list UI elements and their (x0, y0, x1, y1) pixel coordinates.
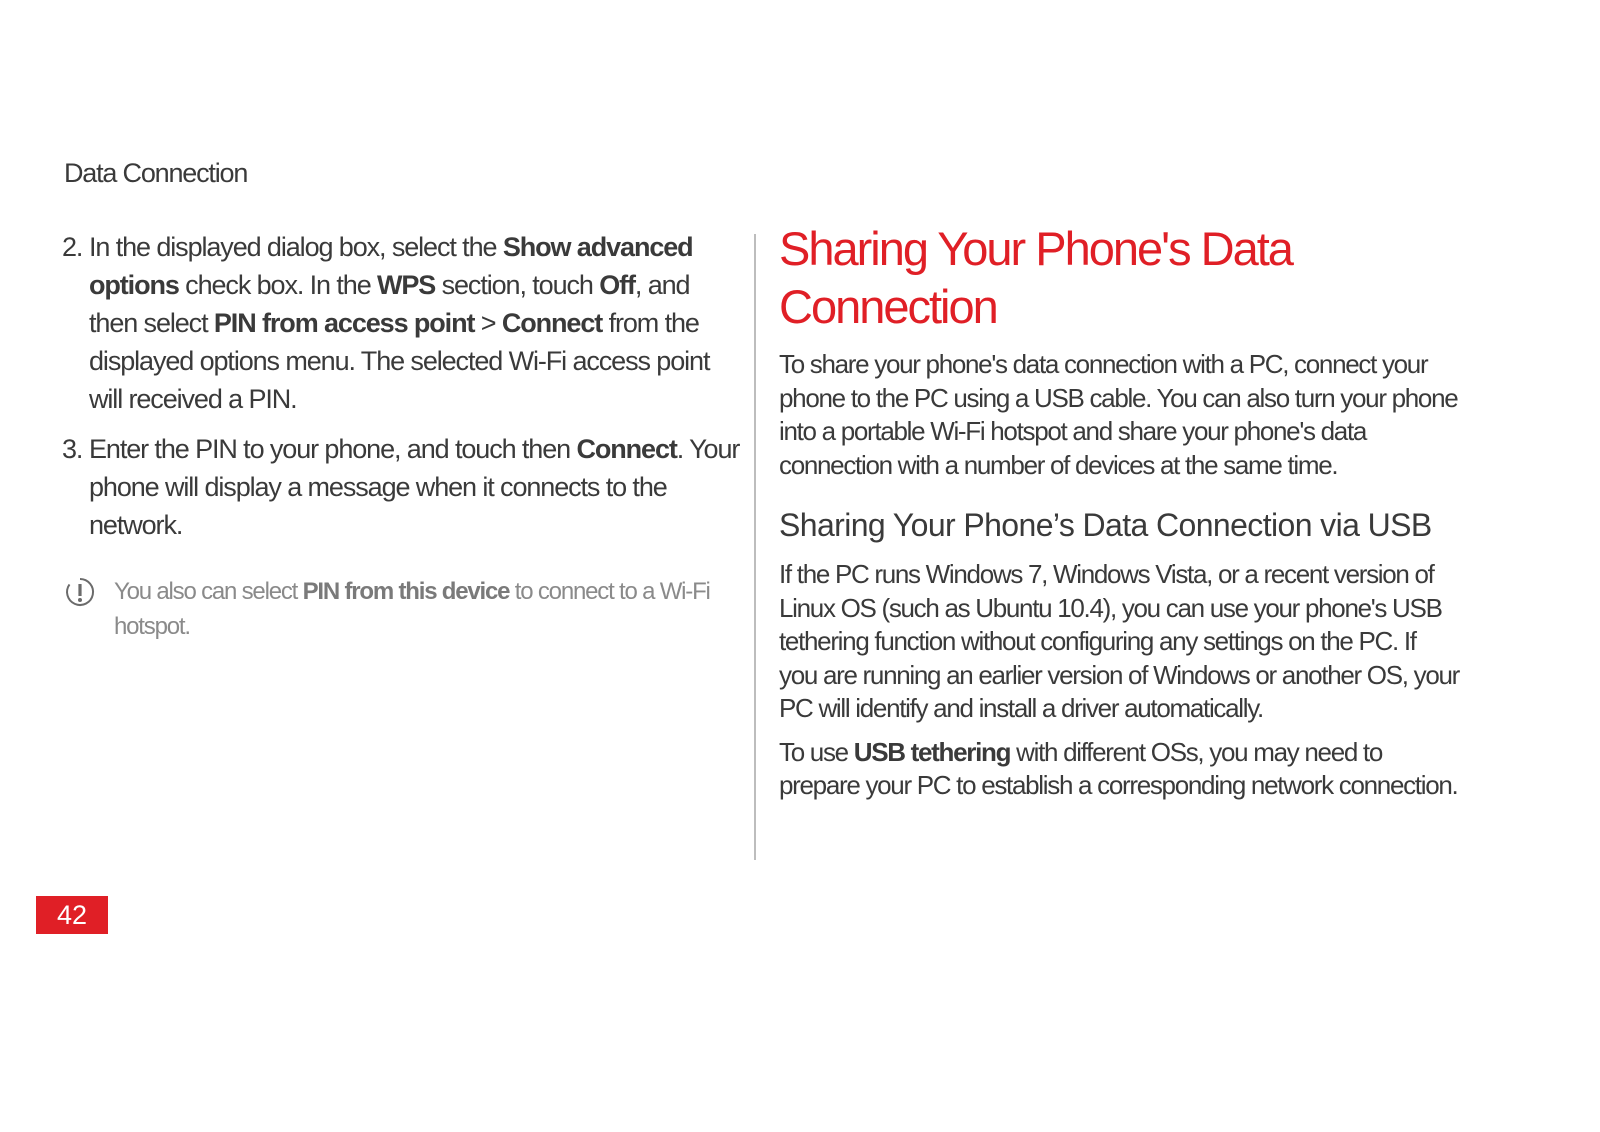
usb-paragraph: If the PC runs Windows 7, Windows Vista, or a recent version of Linux OS (such as Ubuntu 10.4), you can use your phone's USB tethering function without configuring any settings on the PC. If you are running an earlier version of Windows or another OS, your PC will identify and install a driver automatically. (779, 559, 1459, 723)
page-number: 42 (36, 896, 108, 934)
para-text: with different OSs, you may need to prepare your PC to establish a corresponding network connection. (779, 736, 1458, 800)
step-text: In the displayed dialog box, select the (89, 232, 503, 262)
step-text: , and then select (89, 270, 690, 338)
step-text: from the displayed options menu. The selected Wi-Fi access point will received a PIN. (89, 308, 710, 414)
step-text: Enter the PIN to your phone, and touch then (89, 434, 577, 464)
usb-tethering-paragraph (779, 736, 1459, 803)
note-text: to connect to a Wi-Fi hotspot. (114, 578, 710, 640)
left-column (62, 228, 742, 644)
subsection-title: Sharing Your Phone’s Data Connection via USB (779, 507, 1432, 543)
ui-term: Connect (576, 434, 677, 464)
step-number: 3. (62, 434, 83, 464)
running-header: Data Connection (64, 158, 248, 188)
ui-term: PIN from this device (302, 578, 510, 605)
column-divider (754, 234, 756, 860)
step-3 (62, 430, 742, 544)
step-number: 2. (62, 232, 83, 262)
ui-term: Off (599, 270, 635, 300)
note (62, 574, 742, 644)
ui-term: WPS (377, 270, 436, 300)
step-text: check box. In the (178, 270, 378, 300)
step-2 (62, 228, 742, 418)
step-text: section, touch (435, 270, 600, 300)
step-text: > (474, 308, 502, 338)
step-text: . Your phone will display a message when it connects to the network. (89, 434, 740, 540)
section-title: Sharing Your Phone's Data Connection (779, 222, 1292, 333)
intro-paragraph: To share your phone's data connection with a PC, connect your phone to the PC using a USB cable. You can also turn your phone into a portable Wi-Fi hotspot and share your phone's data connection with a number of devices at the same time. (779, 349, 1458, 480)
note-text: You also can select (114, 578, 303, 605)
right-column (779, 220, 1459, 813)
para-text: To use (779, 736, 854, 767)
warning-icon (64, 576, 96, 608)
ui-term: PIN from access point (213, 308, 475, 338)
ui-term: Connect (501, 308, 603, 338)
ui-term: Show advanced options (89, 232, 693, 300)
ui-term: USB tethering (853, 736, 1011, 767)
